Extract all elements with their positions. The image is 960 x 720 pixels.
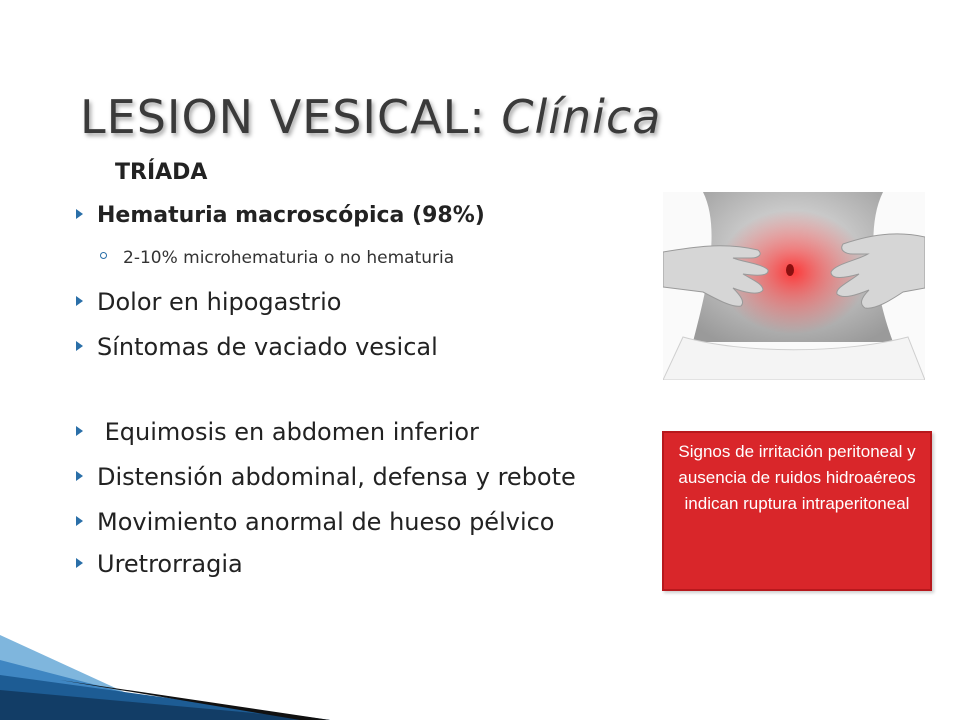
sub-bullet-microhematuria xyxy=(100,248,454,268)
abdomen-pain-photo xyxy=(663,192,925,380)
bullet-text: Equimosis en abdomen inferior xyxy=(97,418,479,446)
bullet-movimiento xyxy=(76,508,555,536)
callout-box: Signos de irritación peritoneal y ausencia de ruidos hidroaéreos indican ruptura intraperitoneal xyxy=(662,431,932,591)
bullet-text: Distensión abdominal, defensa y rebote xyxy=(97,463,576,491)
bullet-text: Movimiento anormal de hueso pélvico xyxy=(97,508,555,536)
sub-bullet-text: 2-10% microhematuria o no hematuria xyxy=(123,248,455,268)
arrow-bullet-icon xyxy=(76,426,83,436)
arrow-bullet-icon xyxy=(76,341,83,351)
bullet-text: Uretrorragia xyxy=(97,550,243,578)
decorative-corner xyxy=(0,580,960,720)
arrow-bullet-icon xyxy=(76,296,83,306)
bullet-text: Dolor en hipogastrio xyxy=(97,288,342,316)
bullet-hematuria xyxy=(76,203,485,228)
bullet-text: Síntomas de vaciado vesical xyxy=(97,333,438,361)
bullet-sintomas xyxy=(76,333,438,361)
circle-bullet-icon xyxy=(100,252,107,259)
bullet-distension xyxy=(76,463,576,491)
bullet-dolor xyxy=(76,288,342,316)
arrow-bullet-icon xyxy=(76,471,83,481)
arrow-bullet-icon xyxy=(76,516,83,526)
arrow-bullet-icon xyxy=(76,209,83,219)
bullet-text: Hematuria macroscópica (98%) xyxy=(97,203,485,228)
bullet-uretrorragia xyxy=(76,550,243,578)
bullet-equimosis xyxy=(76,418,479,446)
arrow-bullet-icon xyxy=(76,558,83,568)
abdomen-illustration xyxy=(663,192,925,380)
triad-heading: TRÍADA xyxy=(115,160,208,185)
slide-title xyxy=(80,90,661,144)
title-main: LESION VESICAL: xyxy=(80,90,502,144)
title-italic: Clínica xyxy=(501,90,662,144)
